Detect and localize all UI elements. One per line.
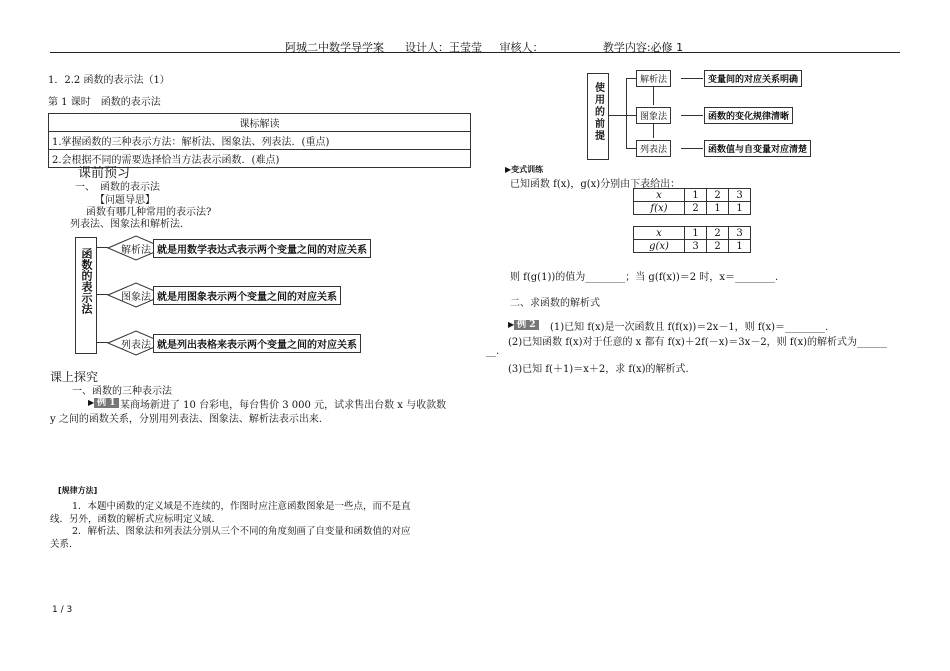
example1-line2: y 之间的函数关系，分别用列表法、图象法、解析法表示出来. — [50, 414, 323, 425]
connector — [681, 115, 703, 116]
bianshi-question: 则 f(g(1))的值为________；当 g(f(x))＝2 时，x＝________. — [510, 272, 779, 283]
method-desc: 就是用图象表示两个变量之间的对应关系 — [153, 286, 341, 305]
connector — [653, 124, 654, 138]
premise-method: 图象法 — [636, 107, 671, 124]
premise-method: 解析法 — [636, 70, 671, 87]
table-f — [633, 188, 751, 215]
method-line: 2．解析法、图象法和列表法分别从三个不同的角度刻画了自变量和函数值的对应 — [72, 526, 411, 537]
table-cell: 1 — [685, 189, 707, 202]
diagram-vertical-label: 函数的表示法 — [80, 248, 93, 314]
table-g — [633, 226, 751, 253]
example1-line1: 某商场新进了 10 台彩电，每台售价 3 000 元，试求售出台数 x 与收款数 — [120, 400, 447, 411]
example2-q2-tail: __. — [486, 346, 500, 357]
explore-title: 课上探究 — [50, 370, 99, 384]
table-cell: f(x) — [634, 202, 685, 215]
premise-method: 列表法 — [636, 140, 671, 157]
table-cell: 3 — [685, 240, 707, 253]
example2-q2: (2)已知函数 f(x)对于任意的 x 都有 f(x)＋2f(－x)＝3x－2，则 f(x)的解析式为______ — [508, 337, 887, 348]
question-text: 函数有哪几种常用的表示法? — [86, 207, 212, 218]
table-cell: 2 — [707, 189, 729, 202]
table-cell: 1 — [729, 202, 751, 215]
question-tag: 【问题导思】 — [95, 195, 155, 206]
table-cell: 3 — [729, 189, 751, 202]
triangle-icon: ▶ — [505, 165, 512, 174]
bianshi-label: 变式训练 — [511, 165, 544, 174]
table-cell: 2 — [707, 240, 729, 253]
method-label: 解析法 — [121, 245, 151, 256]
example2 — [508, 317, 539, 330]
bianshi-intro: 已知函数 f(x)，g(x)分别由下表给出： — [510, 179, 681, 190]
header-divider — [50, 52, 900, 53]
bianshi-tag — [505, 164, 543, 175]
page-number: 1 / 3 — [52, 605, 73, 615]
lesson-title: 第 1 课时 函数的表示法 — [48, 97, 161, 108]
premise-desc: 变量间的对应关系明确 — [704, 70, 802, 87]
example2-q1: (1)已知 f(x)是一次函数且 f(f(x))＝2x－1，则 f(x)＝________. — [550, 322, 829, 333]
method-line: 1．本题中函数的定义域是不连续的，作图时应注意函数图象是一些点，而不是直 — [72, 501, 411, 512]
representation-diagram — [71, 232, 381, 357]
table-cell: g(x) — [634, 240, 685, 253]
table-cell: 3 — [729, 227, 751, 240]
kebiao-row-1: 1.掌握函数的三种表示方法：解析法、图象法、列表法．(重点) — [49, 132, 471, 150]
connector — [681, 148, 703, 149]
example-tag: 例 2 — [514, 320, 538, 330]
premise-vertical-box — [587, 73, 609, 160]
table-cell: 2 — [685, 202, 707, 215]
table-cell: 1 — [707, 202, 729, 215]
answer-text: 列表法、图象法和解析法. — [70, 219, 184, 230]
section-title: 1．2.2 函数的表示法（1） — [48, 75, 170, 86]
page-header: 阿城二中数学导学案 设计人：王莹莹 审核人： 教学内容:必修 1 — [285, 41, 684, 54]
explore-sub: 一、函数的三种表示法 — [72, 386, 172, 397]
premise-desc: 函数值与自变量对应清楚 — [704, 140, 811, 157]
table-cell: x — [634, 189, 685, 202]
method-desc: 就是列出表格来表示两个变量之间的对应关系 — [153, 334, 361, 353]
connector — [626, 78, 627, 148]
connector — [653, 87, 654, 105]
method-tag: [规律方法] — [58, 486, 98, 495]
diagram-vertical-box — [75, 237, 97, 354]
example1 — [88, 395, 119, 408]
kebiao-row-2: 2.会根据不同的需要选择恰当方法表示函数．(难点) — [49, 150, 471, 168]
table-cell: 2 — [707, 227, 729, 240]
method-line: 关系. — [50, 539, 73, 550]
kebiao-title: 课标解读 — [49, 114, 471, 132]
method-label: 列表法 — [121, 340, 151, 351]
method-label: 图象法 — [121, 292, 151, 303]
method-line: 线．另外，函数的解析式应标明定义域． — [50, 514, 222, 525]
table-cell: 1 — [729, 240, 751, 253]
triangle-icon: ▶ — [508, 320, 515, 329]
premise-diagram — [585, 65, 825, 165]
connector — [626, 115, 636, 116]
connector — [681, 78, 703, 79]
premise-vertical-label: 使用的前提 — [592, 82, 604, 142]
connector — [626, 148, 636, 149]
section2-title: 二、求函数的解析式 — [510, 298, 600, 309]
kebiao-table — [48, 113, 471, 168]
connector — [608, 115, 626, 116]
table-cell: x — [634, 227, 685, 240]
preview-sub: 一、 函数的表示法 — [75, 182, 160, 193]
method-desc: 就是用数学表达式表示两个变量之间的对应关系 — [153, 239, 371, 258]
premise-desc: 函数的变化规律清晰 — [704, 107, 793, 124]
example2-q3: (3)已知 f(＋1)＝x＋2，求 f(x)的解析式. — [508, 364, 689, 375]
connector — [626, 78, 636, 79]
triangle-icon: ▶ — [88, 398, 95, 407]
preview-title: 课前预习 — [78, 166, 131, 181]
example-tag: 例 1 — [94, 398, 118, 408]
table-cell: 1 — [685, 227, 707, 240]
